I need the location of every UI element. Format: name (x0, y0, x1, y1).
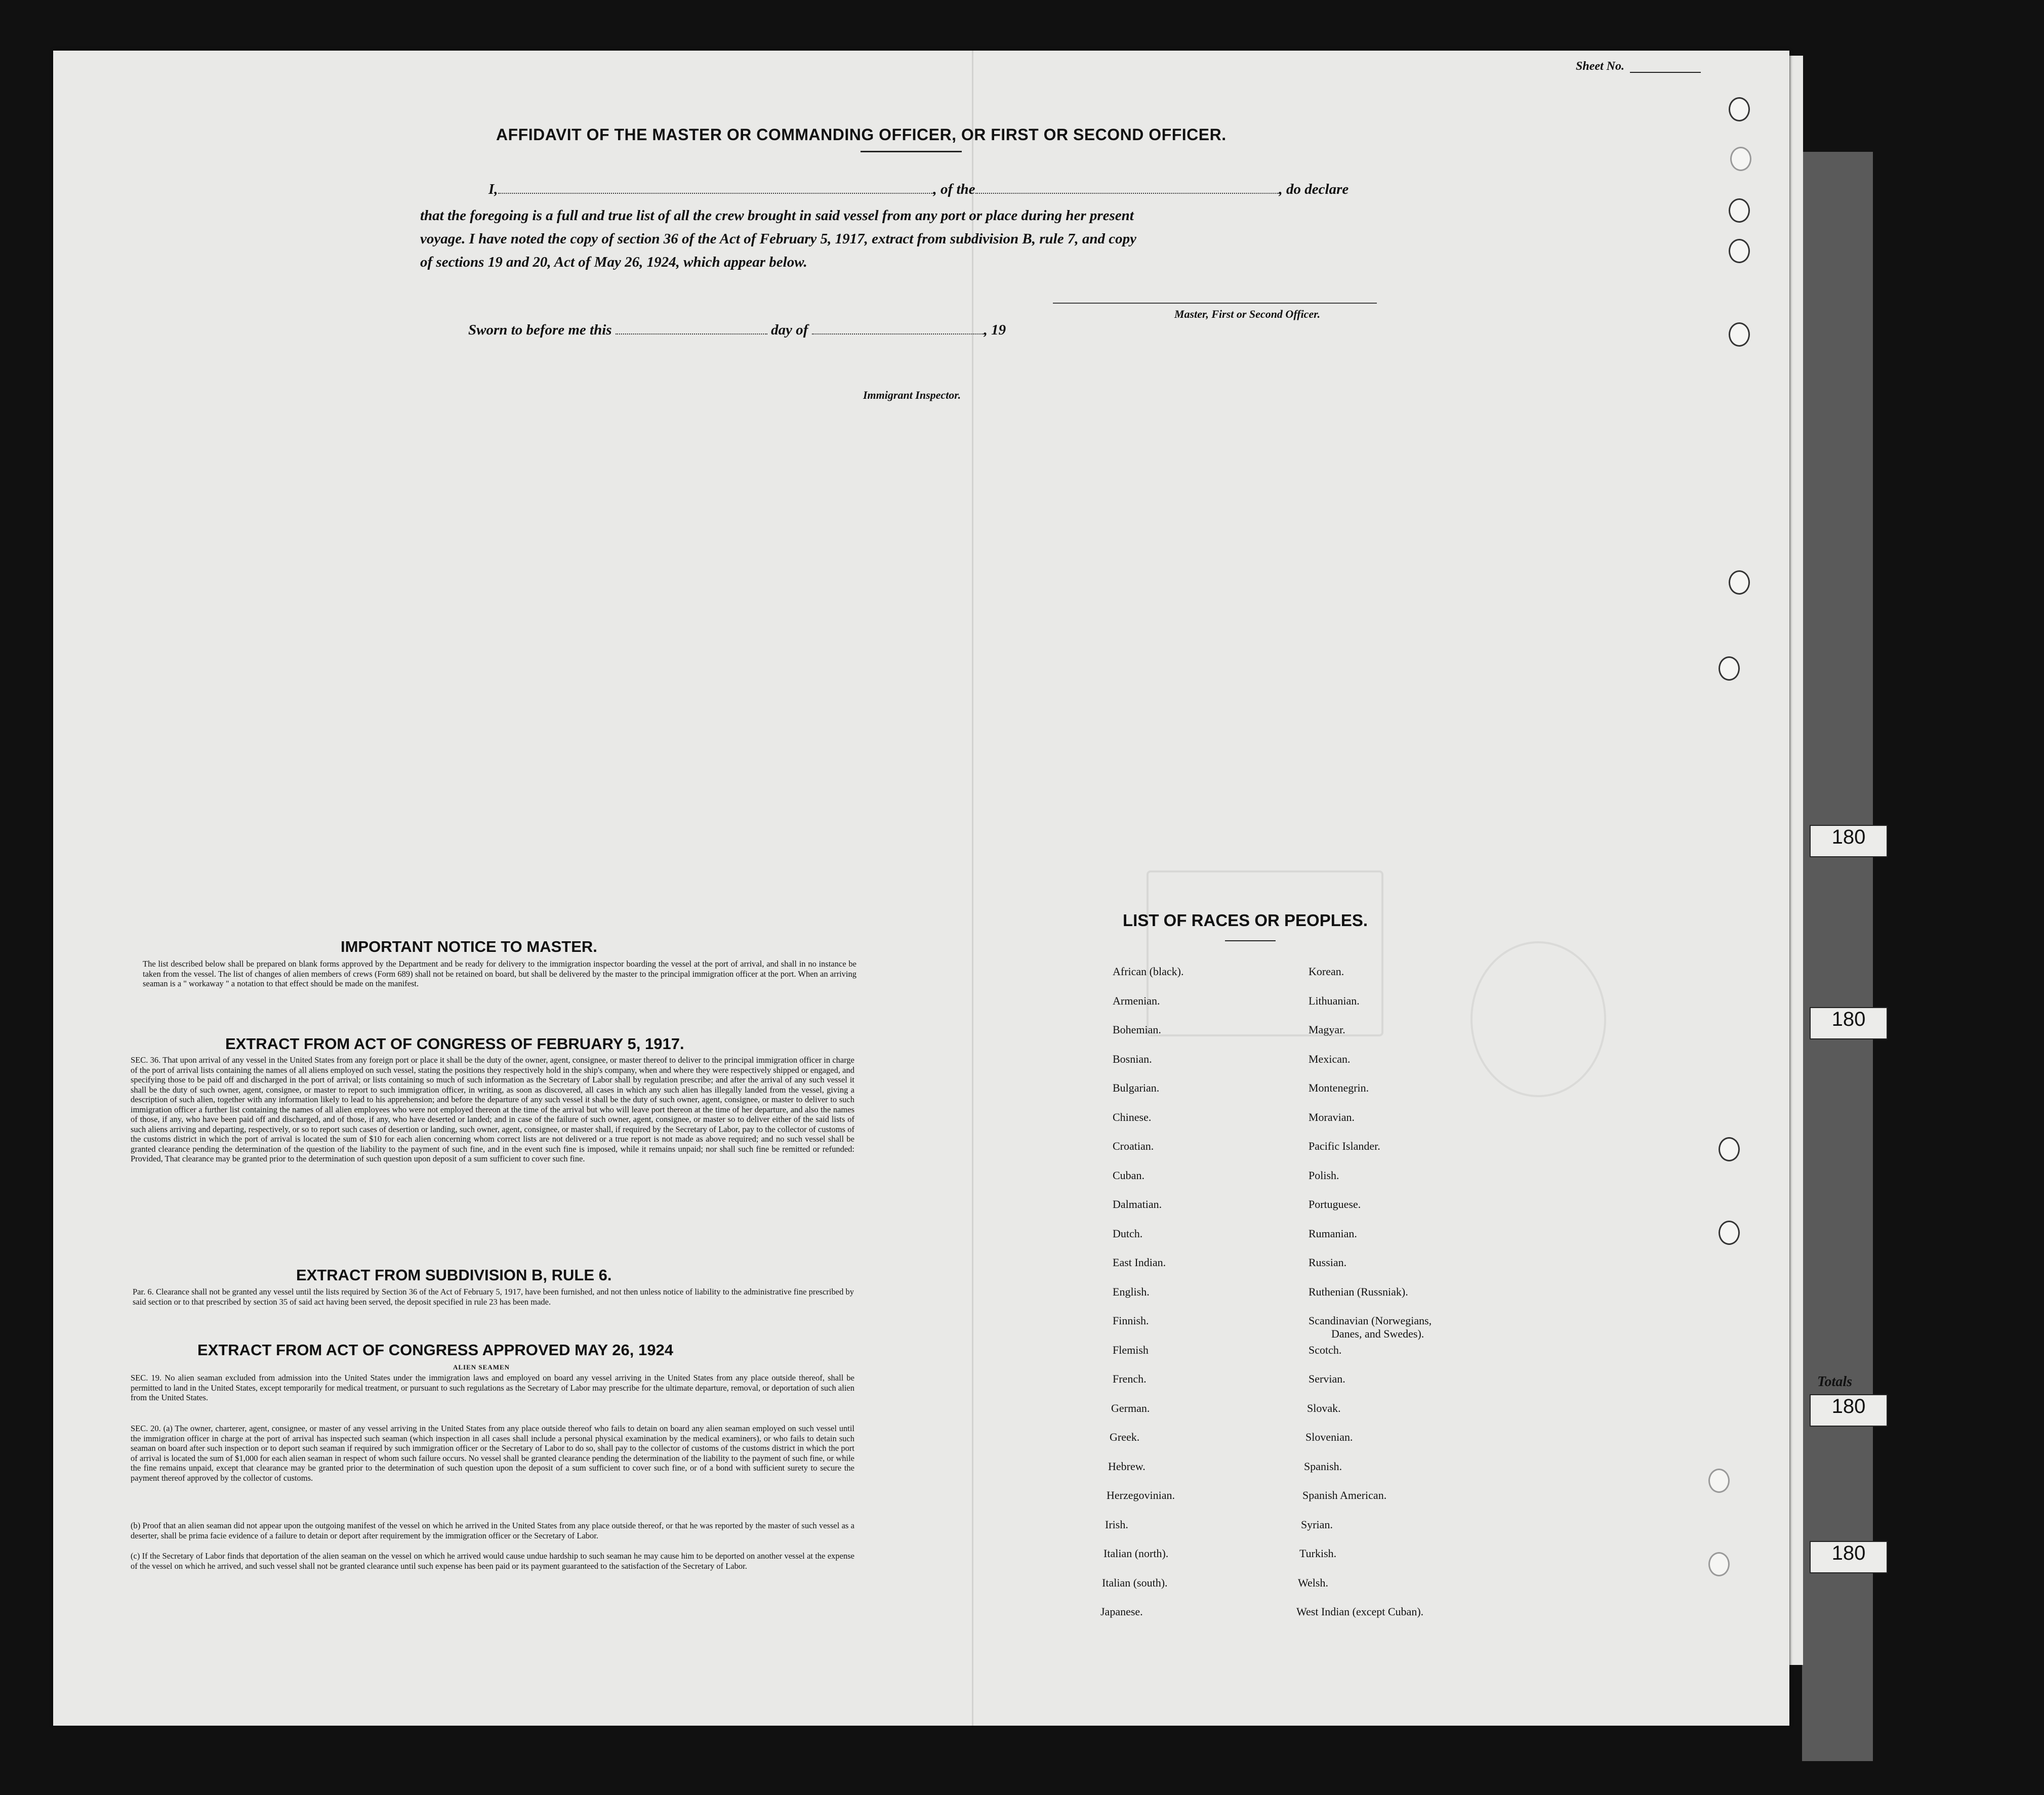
race-item: Bosnian. (1113, 1052, 1152, 1065)
race-item: French. (1113, 1372, 1147, 1385)
day-blank (616, 333, 767, 335)
signature-label: Master, First or Second Officer. (1174, 308, 1321, 320)
underlying-page-dark (1802, 152, 1873, 1761)
binder-hole (1729, 97, 1750, 121)
affidavit-declaration-line (488, 181, 1348, 198)
affidavit-of-the: , of the (933, 181, 975, 197)
sec-20b-text: (b) Proof that an alien seaman did not appear upon the outgoing manifest of the vessel on which he arrived in the United States from any place outside thereof, or that he was reported by the master of such vessel as a deserter, shall be prima facie evidence of a failure to detain or deport after requirement by the immigration officer or the Secretary of Labor. (131, 1521, 854, 1540)
binder-hole (1708, 1552, 1730, 1576)
race-item: Bohemian. (1113, 1023, 1161, 1036)
race-item: Chinese. (1113, 1110, 1152, 1123)
year-text: , 19 (984, 322, 1006, 338)
race-item: Korean. (1309, 965, 1344, 978)
race-item: Bulgarian. (1113, 1081, 1160, 1094)
month-blank (812, 333, 984, 335)
race-item: Herzegovinian. (1107, 1489, 1175, 1501)
race-item: Croatian. (1113, 1140, 1154, 1152)
margin-note-1 (1810, 825, 1888, 857)
sheet-number-label: Sheet No. (1576, 60, 1624, 73)
race-item: Welsh. (1298, 1576, 1328, 1589)
page-fold (972, 51, 973, 1726)
race-item: Cuban. (1113, 1168, 1144, 1182)
sheet-number-field (1630, 72, 1701, 73)
race-item: Mexican. (1309, 1052, 1351, 1065)
race-item: German. (1111, 1401, 1150, 1414)
margin-note-1-text: 180 (1831, 826, 1866, 848)
extract-1917-text: SEC. 36. That upon arrival of any vessel in the United States from any foreign port or place it shall be the duty of the owner, agent, consignee, or master thereof to deliver to the principal immigration officer in charge of the port of arrival lists containing the names of all aliens employed on such vessel, stating the positions they respectively hold in the ship's company, when and where they were respectively shipped or engaged, and specifying those to be paid off and discharged in the port of arrival; or lists containing so much of such information as the Secretary of Labor shall by regulation prescribe; and after the arrival of any such vessel it shall be the duty of such owner, agent, consignee, or master to report to such immigration officer, in writing, as soon as discovered, all cases in which any such alien has illegally landed from the vessel, giving a description of such alien, together with any information likely to lead to his apprehension; and before the departure of any such vessel it shall be the duty of such owner, agent, consignee, or master to deliver to such immigration officer a further list containing the names of all alien employees who were not employed thereon at the time of the arrival but who will leave port thereon at the time of her departure, and also the names of those, if any, who have been paid off and discharged, and of those, if any, who have deserted or landed; and in case of the failure of such owner, agent, consignee, or master so to deliver either of the said lists of such aliens arriving and departing, respectively, or so to report such cases of desertion or landing, such owner, agent, consignee, or master shall, if required by the Secretary of Labor, pay to the collector of customs of the customs district in which the port of arrival is located the sum of $10 for each alien concerning whom correct lists are not delivered or a true report is not made as above required; and no such vessel shall be granted clearance pending the determination of the question of the liability to the payment of such fine, and in the event such fine is imposed, while it remains unpaid; nor shall such fine be remitted or refunded: Provided, That clearance may be granted prior to the determination of such question upon deposit of a sum sufficient to cover such fine. (131, 1055, 854, 1163)
sec-20c-text: (c) If the Secretary of Labor finds that deportation of the alien seaman on the vessel on which he arrived would cause undue hardship to such seaman he may cause him to be deported on another vessel at the expense of the vessel on which he arrived, and such vessel shall not be granted clearance until such expense has been paid or its payment guaranteed to the satisfaction of the Secretary of Labor. (131, 1551, 854, 1571)
race-item: Scotch. (1309, 1343, 1342, 1356)
affidavit-line-4: of sections 19 and 20, Act of May 26, 1924, which appear below. (420, 254, 807, 270)
race-item: East Indian. (1113, 1256, 1166, 1269)
margin-note-2 (1810, 1007, 1888, 1039)
race-item: Moravian. (1309, 1110, 1355, 1123)
ghost-stamp (1147, 870, 1383, 1036)
race-item: Rumanian. (1309, 1227, 1357, 1240)
ghost-seal (1470, 941, 1606, 1097)
race-item: Danes, and Swedes). (1331, 1327, 1424, 1340)
affidavit-line-2: that the foregoing is a full and true list of all the crew brought in said vessel from any port or place during her present (420, 207, 1134, 224)
margin-note-3-text: 180 (1831, 1395, 1866, 1417)
binder-hole (1719, 656, 1740, 681)
race-item: Lithuanian. (1309, 994, 1360, 1007)
rule-6-title: EXTRACT FROM SUBDIVISION B, RULE 6. (296, 1266, 612, 1284)
race-item: Dutch. (1113, 1227, 1143, 1240)
vessel-blank (975, 193, 1279, 194)
race-item: Russian. (1309, 1256, 1347, 1269)
rule-6-text: Par. 6. Clearance shall not be granted any vessel until the lists required by Section 36 of the Act of February 5, 1917, have been furnished, and not then unless notice of liability to the administrative fine prescribed by said section or to that prescribed by section 35 of said act having been served, the deposit specified in rule 23 has been made. (133, 1287, 854, 1307)
race-item: West Indian (except Cuban). (1296, 1605, 1424, 1618)
race-item: Slovenian. (1305, 1431, 1353, 1443)
race-item: Servian. (1309, 1372, 1345, 1385)
name-blank (498, 193, 933, 194)
day-of-text: day of (771, 322, 808, 338)
notice-text: The list described below shall be prepared on blank forms approved by the Department and be ready for delivery to the immigration inspector boarding the vessel at the port of arrival, and shall in no instance be taken from the vessel. The list of changes of alien members of crews (Form 689) shall not be retained on board, but shall be delivered by the master to the principal immigration officer at the port. When an arriving seaman is a " workaway " a notation to that effect should be made on the manifest. (143, 959, 856, 988)
binder-hole (1719, 1137, 1740, 1161)
binder-hole (1729, 198, 1750, 223)
title-rule (861, 151, 962, 152)
race-item: Magyar. (1309, 1023, 1345, 1036)
race-item: Armenian. (1113, 994, 1160, 1007)
binder-hole (1729, 570, 1750, 595)
inspector-label: Immigrant Inspector. (863, 389, 961, 401)
race-item: Spanish American. (1302, 1489, 1387, 1501)
race-item: Polish. (1309, 1168, 1339, 1182)
extract-1924-title: EXTRACT FROM ACT OF CONGRESS APPROVED MAY 26, 1924 (197, 1341, 673, 1359)
race-item: Ruthenian (Russniak). (1309, 1285, 1408, 1298)
race-item: Japanese. (1100, 1605, 1143, 1618)
alien-seamen-subtitle: ALIEN SEAMEN (453, 1363, 510, 1371)
sworn-line (468, 322, 1006, 339)
affidavit-line-3: voyage. I have noted the copy of section 36 of the Act of February 5, 1917, extract from subdivision B, rule 7, and copy (420, 231, 1136, 247)
race-item: African (black). (1113, 965, 1184, 978)
race-item: Syrian. (1301, 1518, 1333, 1531)
margin-note-4-text: 180 (1831, 1542, 1866, 1564)
race-item: Dalmatian. (1113, 1198, 1162, 1210)
race-item: Turkish. (1299, 1547, 1337, 1560)
races-title-rule (1225, 940, 1276, 941)
race-item: Pacific Islander. (1309, 1140, 1380, 1152)
race-item: English. (1113, 1285, 1150, 1298)
race-item: Irish. (1105, 1518, 1128, 1531)
race-item: Flemish (1113, 1343, 1149, 1356)
binder-hole (1729, 322, 1750, 347)
races-title: LIST OF RACES OR PEOPLES. (1123, 911, 1368, 930)
sec-20a-text: SEC. 20. (a) The owner, charterer, agent, consignee, or master of any vessel arriving in the United States from any place outside thereof who fails to detain on board any alien seaman employed on such vessel until the immigration officer in charge at the port of arrival has inspected such seaman (which inspection in all cases shall include a personal physical examination by the medical examiners), or who fails to detain such seaman on board after such inspection or to deport such seaman if required by such immigration officer or the Secretary of Labor to do so, shall pay to the collector of customs of the customs district in which the port of arrival is located the sum of $1,000 for each alien seaman in respect of whom such failure occurs. No vessel shall be granted clearance pending the determination of the liability to the payment of such fine, or while the fine remains unpaid, except that clearance may be granted prior to the determination of such question upon the deposit of a sum sufficient to cover such fine, or of a bond with sufficient surety to secure the payment thereof approved by the collector of customs. (131, 1424, 854, 1483)
margin-totals-label: Totals (1817, 1374, 1852, 1390)
binder-hole (1729, 239, 1750, 263)
race-item: Slovak. (1307, 1401, 1341, 1414)
affidavit-i: I, (488, 181, 498, 197)
sec-19-text: SEC. 19. No alien seaman excluded from admission into the United States under the immigration laws and employed on board any vessel arriving in the United States from any place outside thereof, shall be permitted to land in the United States, except temporarily for medical treatment, or pursuant to such regulations as the Secretary of Labor may prescribe for the ultimate departure, removal, or deportation of such alien from the United States. (131, 1373, 854, 1402)
race-item: Scandinavian (Norwegians, (1309, 1314, 1432, 1327)
margin-note-2-text: 180 (1831, 1008, 1866, 1030)
binder-hole (1730, 147, 1751, 171)
sworn-text: Sworn to before me this (468, 322, 612, 338)
margin-note-4 (1810, 1541, 1888, 1573)
affidavit-do-declare: , do declare (1279, 181, 1349, 197)
race-item: Spanish. (1304, 1459, 1342, 1473)
race-item: Italian (north). (1103, 1547, 1169, 1560)
binder-hole (1708, 1469, 1730, 1493)
race-item: Finnish. (1113, 1314, 1149, 1327)
margin-note-3 (1810, 1394, 1888, 1427)
affidavit-title: AFFIDAVIT OF THE MASTER OR COMMANDING OFFICER, OR FIRST OR SECOND OFFICER. (496, 126, 1227, 144)
race-item: Hebrew. (1108, 1459, 1146, 1473)
race-item: Portuguese. (1309, 1198, 1361, 1210)
race-item: Italian (south). (1102, 1576, 1168, 1589)
extract-1917-title: EXTRACT FROM ACT OF CONGRESS OF FEBRUARY 5, 1917. (225, 1035, 684, 1053)
binder-hole (1719, 1221, 1740, 1245)
race-item: Greek. (1110, 1431, 1140, 1443)
notice-title: IMPORTANT NOTICE TO MASTER. (341, 938, 597, 955)
race-item: Montenegrin. (1309, 1081, 1369, 1094)
signature-line (1053, 303, 1377, 304)
